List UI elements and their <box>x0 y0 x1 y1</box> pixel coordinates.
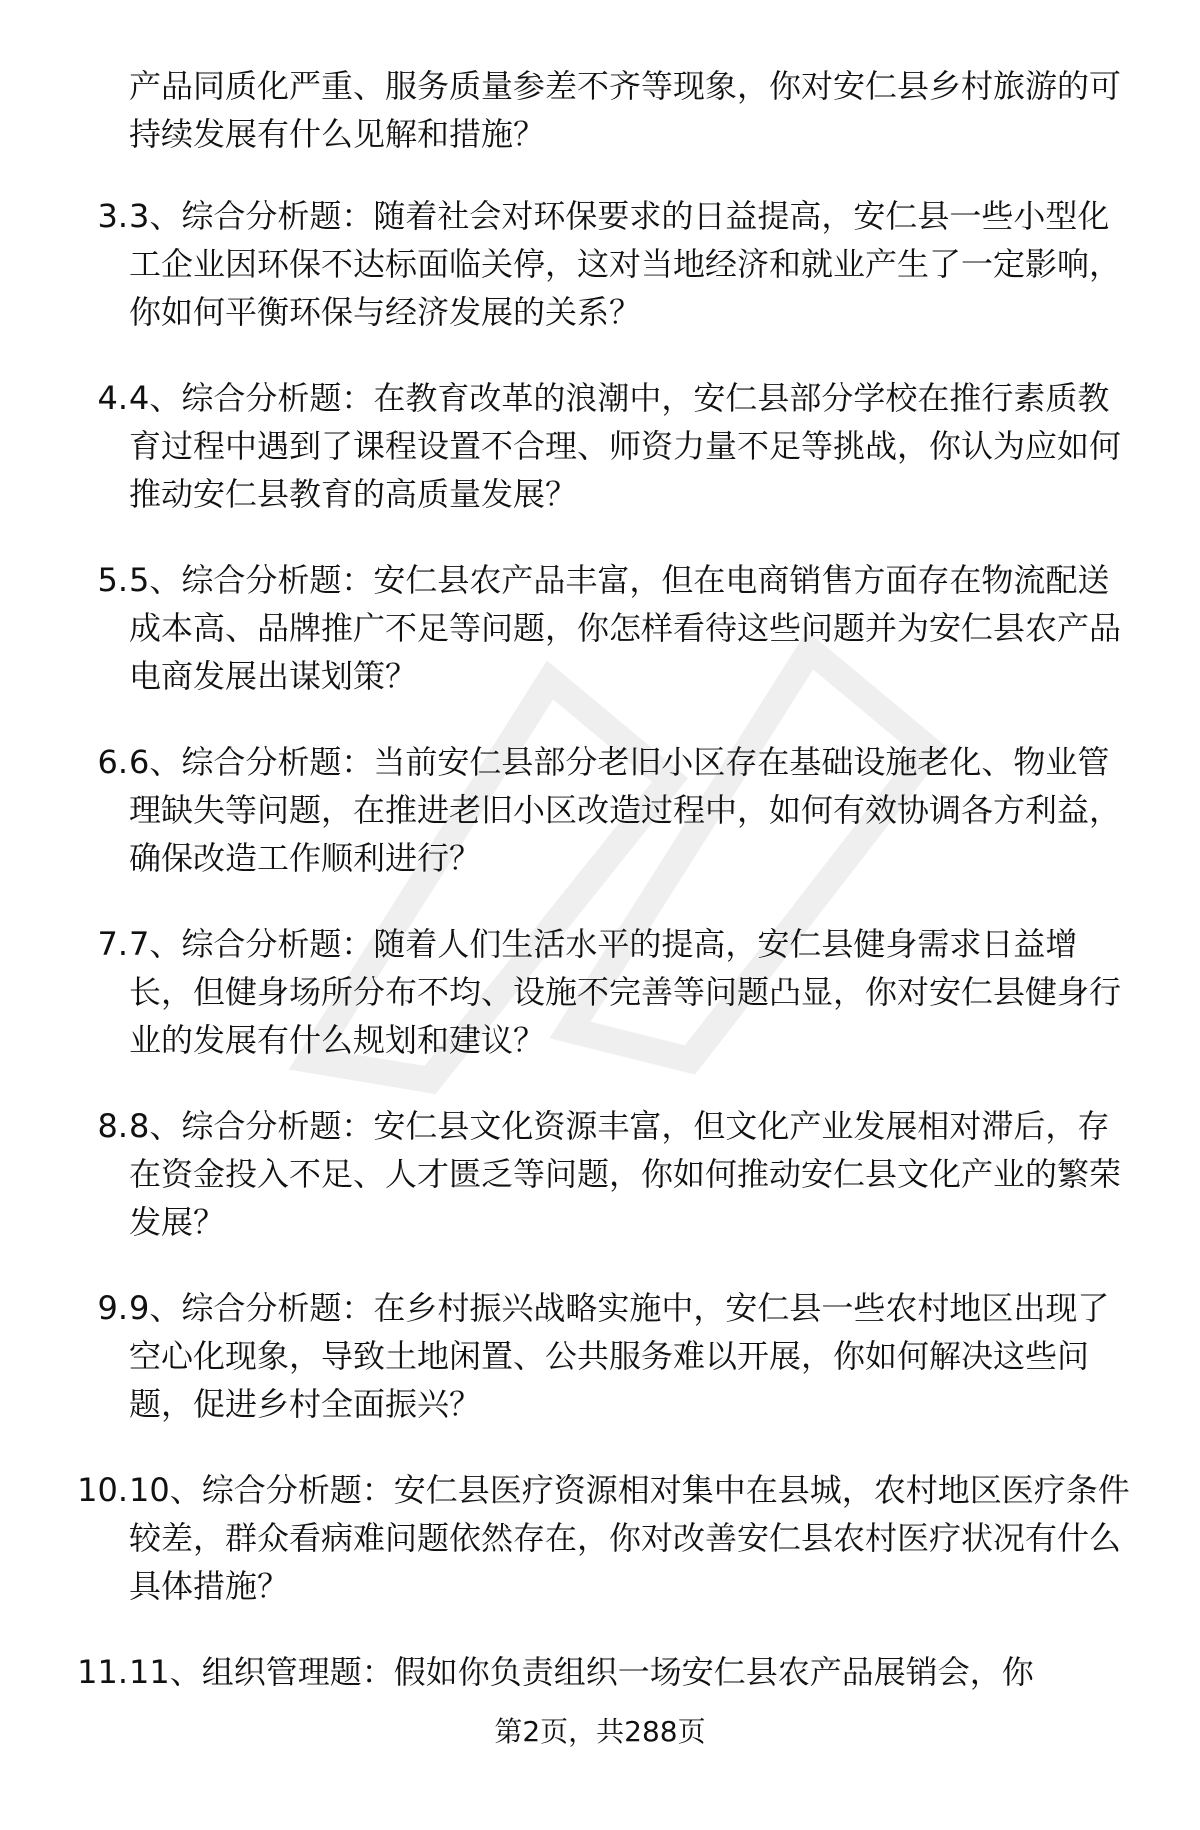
question-number: 6. <box>97 743 128 781</box>
question-number: 5. <box>97 561 128 599</box>
question-text: 7、综合分析题：随着人们生活水平的提高，安仁县健身需求日益增长，但健身场所分布不均、设施不完善等问题凸显，你对安仁县健身行业的发展有什么规划和建议？ <box>129 925 1122 1059</box>
question-number: 4. <box>97 379 128 417</box>
question-text: 5、综合分析题：安仁县农产品丰富，但在电商销售方面存在物流配送成本高、品牌推广不足等问题，你怎样看待这些问题并为安仁县农产品电商发展出谋划策？ <box>129 561 1122 695</box>
question-text: 10、综合分析题：安仁县医疗资源相对集中在县城，农村地区医疗条件较差，群众看病难问题依然存在，你对改善安仁县农村医疗状况有什么具体措施？ <box>129 1471 1130 1605</box>
question-item <box>0 192 1200 374</box>
question-number: 8. <box>97 1107 128 1145</box>
question-text: 8、综合分析题：安仁县文化资源丰富，但文化产业发展相对滞后，存在资金投入不足、人才匮乏等问题，你如何推动安仁县文化产业的繁荣发展？ <box>129 1107 1122 1241</box>
question-number: 10. <box>77 1471 128 1509</box>
question-item <box>0 738 1200 920</box>
question-text: 9、综合分析题：在乡村振兴战略实施中，安仁县一些农村地区出现了空心化现象，导致土地闲置、公共服务难以开展，你如何解决这些问题，促进乡村全面振兴？ <box>129 1289 1110 1423</box>
question-item <box>0 920 1200 1102</box>
question-text: 6、综合分析题：当前安仁县部分老旧小区存在基础设施老化、物业管理缺失等问题，在推进老旧小区改造过程中，如何有效协调各方利益，确保改造工作顺利进行？ <box>129 743 1122 877</box>
question-item <box>0 556 1200 738</box>
question-item <box>0 1102 1200 1284</box>
question-number: 7. <box>97 925 128 963</box>
question-text: 11、组织管理题：假如你负责组织一场安仁县农产品展销会，你 <box>129 1653 1034 1691</box>
question-item <box>0 1284 1200 1466</box>
page-footer: 第2页，共288页 <box>494 1715 706 1748</box>
question-item <box>0 374 1200 556</box>
question-text: 4、综合分析题：在教育改革的浪潮中，安仁县部分学校在推行素质教育过程中遇到了课程设置不合理、师资力量不足等挑战，你认为应如何推动安仁县教育的高质量发展？ <box>129 379 1122 513</box>
question-list <box>0 192 1200 1830</box>
question-number: 3. <box>97 197 128 235</box>
question-number: 11. <box>77 1653 128 1691</box>
question-item <box>0 1466 1200 1648</box>
question-number: 9. <box>97 1289 128 1327</box>
question-text: 3、综合分析题：随着社会对环保要求的日益提高，安仁县一些小型化工企业因环保不达标面临关停，这对当地经济和就业产生了一定影响，你如何平衡环保与经济发展的关系？ <box>129 197 1122 331</box>
continuation-text: 产品同质化严重、服务质量参差不齐等现象，你对安仁县乡村旅游的可持续发展有什么见解和措施？ <box>129 67 1122 153</box>
